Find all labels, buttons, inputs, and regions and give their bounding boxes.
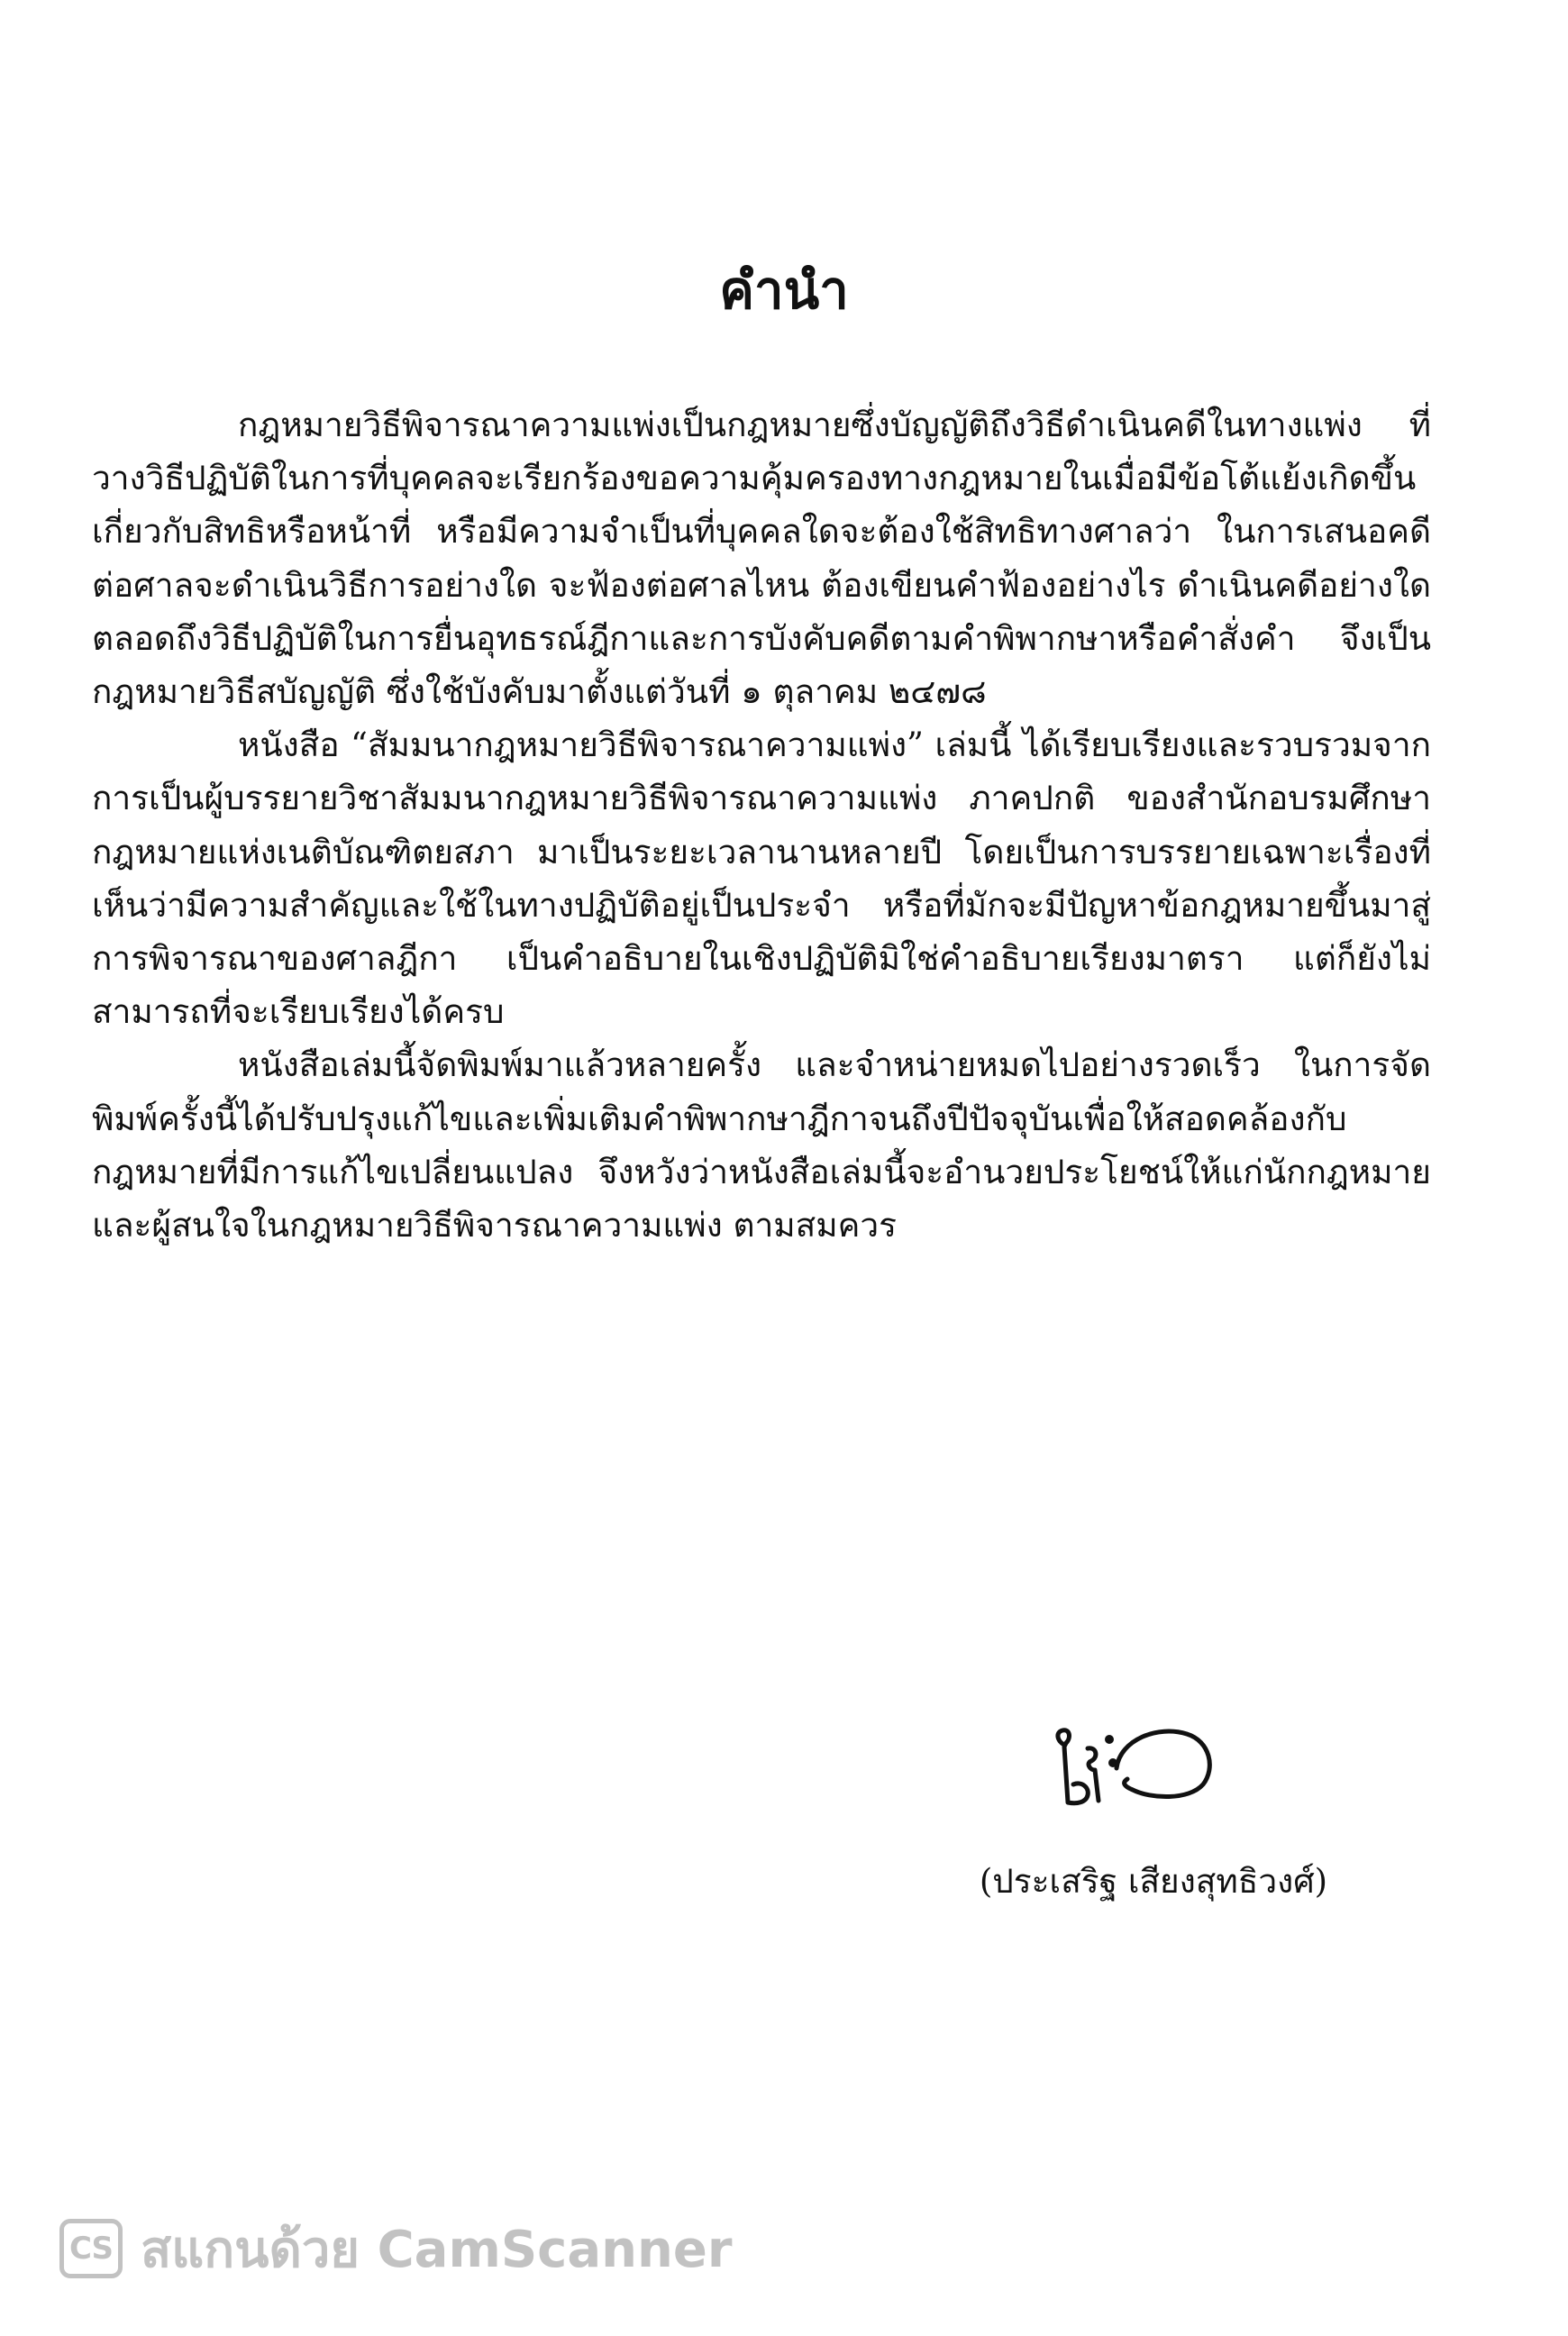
camscanner-logo-icon: CS (59, 2219, 123, 2278)
document-body (92, 398, 1431, 1252)
handwritten-signature (1050, 1712, 1221, 1811)
camscanner-watermark (59, 2213, 732, 2285)
page-title: คำนำ (719, 260, 849, 321)
watermark-text: สแกนด้วย CamScanner (141, 2220, 733, 2279)
signatory-name: (ประเสริฐ เสียงสุทธิวงศ์) (979, 1862, 1328, 1901)
paragraph-3: หนังสือเล่มนี้จัดพิมพ์มาแล้วหลายครั้ง และจำหน่ายหมดไปอย่างรวดเร็ว ในการจัดพิมพ์ครั้งนี้ได้ปรับปรุงแก้ไขและเพิ่มเติมคำพิพากษาฎีกาจนถึงปีปัจจุบันเพื่อให้สอดคล้องกับกฎหมายที่มีการแก้ไขเปลี่ยนแปลง จึงหวังว่าหนังสือเล่มนี้จะอำนวยประโยชน์ให้แก่นักกฎหมายและผู้สนใจในกฎหมายวิธีพิจารณาความแพ่ง ตามสมควร (92, 1045, 1431, 1246)
paragraph-2: หนังสือ “สัมมนากฎหมายวิธีพิจารณาความแพ่ง” เล่มนี้ ได้เรียบเรียงและรวบรวมจากการเป็นผู้บรรยายวิชาสัมมนากฎหมายวิธีพิจารณาความแพ่ง ภาคปกติ ของสำนักอบรมศึกษากฎหมายแห่งเนติบัณฑิตยสภา มาเป็นระยะเวลานานหลายปี โดยเป็นการบรรยายเฉพาะเรื่องที่เห็นว่ามีความสำคัญและใช้ในทางปฏิบัติอยู่เป็นประจำ หรือที่มักจะมีปัญหาข้อกฎหมายขึ้นมาสู่การพิจารณาของศาลฎีกา เป็นคำอธิบายในเชิงปฏิบัติมิใช่คำอธิบายเรียงมาตรา แต่ก็ยังไม่สามารถที่จะเรียบเรียงได้ครบ (92, 725, 1431, 1032)
paragraph-1: กฎหมายวิธีพิจารณาความแพ่งเป็นกฎหมายซึ่งบัญญัติถึงวิธีดำเนินคดีในทางแพ่ง ที่วางวิธีปฏิบัติในการที่บุคคลจะเรียกร้องขอความคุ้มครองทางกฎหมายในเมื่อมีข้อโต้แย้งเกิดขึ้นเกี่ยวกับสิทธิหรือหน้าที่ หรือมีความจำเป็นที่บุคคลใดจะต้องใช้สิทธิทางศาลว่า ในการเสนอคดีต่อศาลจะดำเนินวิธีการอย่างใด จะฟ้องต่อศาลไหน ต้องเขียนคำฟ้องอย่างไร ดำเนินคดีอย่างใด ตลอดถึงวิธีปฏิบัติในการยื่นอุทธรณ์ฎีกาและการบังคับคดีตามคำพิพากษาหรือคำสั่งคำ จึงเป็นกฎหมายวิธีสบัญญัติ ซึ่งใช้บังคับมาตั้งแต่วันที่ ๑ ตุลาคม ๒๔๗๘ (92, 406, 1431, 712)
